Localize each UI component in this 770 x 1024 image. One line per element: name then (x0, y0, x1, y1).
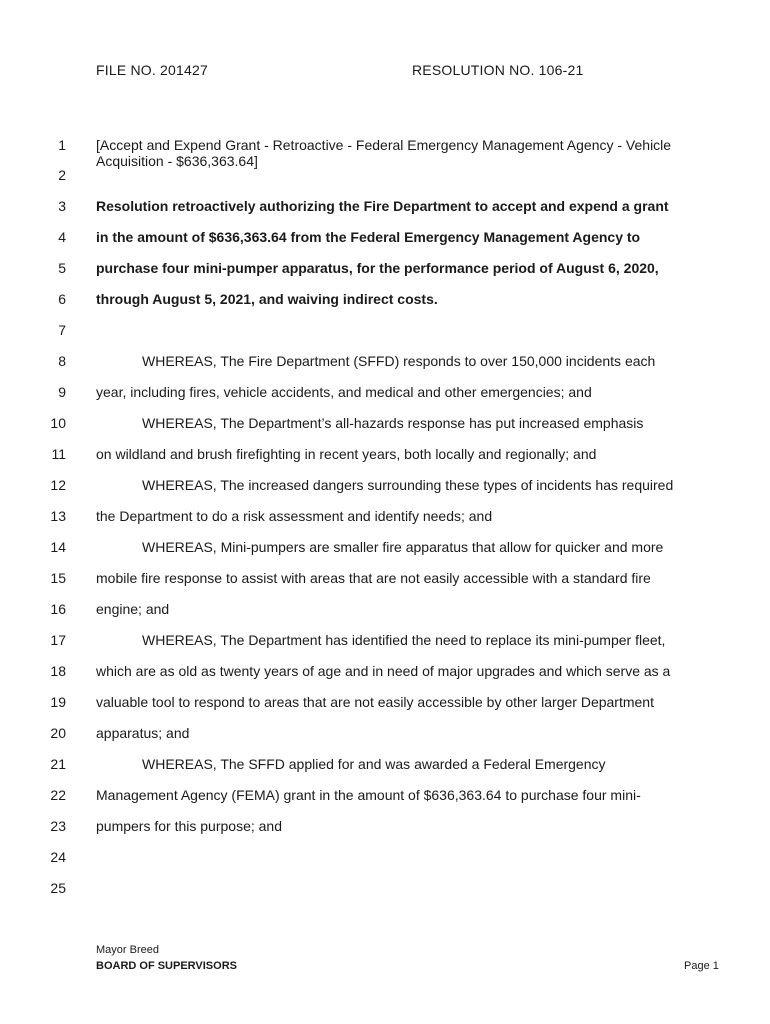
line-number: 11 (51, 446, 66, 462)
body-line: valuable tool to respond to areas that are not easily accessible by other larger Department (96, 694, 654, 710)
line-number: 22 (50, 787, 66, 803)
summary-line: through August 5, 2021, and waiving indirect costs. (96, 291, 438, 307)
line-number: 14 (50, 539, 66, 555)
line-number: 3 (58, 198, 66, 214)
body-line: WHEREAS, Mini-pumpers are smaller fire apparatus that allow for quicker and more (142, 539, 664, 555)
line-number: 23 (50, 818, 66, 834)
line-number: 2 (58, 167, 66, 183)
summary-line: Resolution retroactively authorizing the Fire Department to accept and expend a grant (96, 198, 669, 214)
line-number: 15 (50, 570, 66, 586)
line-number: 10 (50, 415, 66, 431)
body-line: WHEREAS, The increased dangers surrounding these types of incidents has required (142, 477, 674, 493)
footer-sponsor: Mayor Breed (96, 944, 159, 956)
line-number: 9 (58, 384, 66, 400)
file-number: FILE NO. 201427 (96, 62, 208, 78)
line-number: 4 (58, 229, 66, 245)
line-number: 6 (58, 291, 66, 307)
body-line: WHEREAS, The Fire Department (SFFD) responds to over 150,000 incidents each (142, 353, 656, 369)
line-number: 17 (50, 632, 66, 648)
line-number: 7 (58, 322, 66, 338)
resolution-title: [Accept and Expend Grant - Retroactive - Federal Emergency Management Agency - Vehicle Acquisition - $636,363.64] (96, 137, 672, 169)
summary-line: purchase four mini-pumper apparatus, for the performance period of August 6, 2020, (96, 260, 659, 276)
body-line: the Department to do a risk assessment and identify needs; and (96, 508, 493, 524)
line-number: 19 (50, 694, 66, 710)
resolution-number: RESOLUTION NO. 106-21 (412, 62, 584, 78)
body-line: engine; and (96, 601, 170, 617)
line-number: 5 (58, 260, 66, 276)
body-line: WHEREAS, The Department has identified the need to replace its mini-pumper fleet, (142, 632, 666, 648)
body-line: on wildland and brush firefighting in recent years, both locally and regionally; and (96, 446, 597, 462)
line-number: 13 (50, 508, 66, 524)
line-number: 18 (50, 663, 66, 679)
body-line: WHEREAS, The Department’s all-hazards response has put increased emphasis (142, 415, 644, 431)
body-line: pumpers for this purpose; and (96, 818, 282, 834)
body-line: apparatus; and (96, 725, 190, 741)
summary-line: in the amount of $636,363.64 from the Federal Emergency Management Agency to (96, 229, 641, 245)
body-line: which are as old as twenty years of age and in need of major upgrades and which serve as a (96, 663, 671, 679)
line-number: 12 (50, 477, 66, 493)
page-number: Page 1 (684, 960, 719, 972)
line-number: 16 (50, 601, 66, 617)
body-line: mobile fire response to assist with areas that are not easily accessible with a standard fire (96, 570, 651, 586)
body-line: Management Agency (FEMA) grant in the amount of $636,363.64 to purchase four mini- (96, 787, 641, 803)
body-line: WHEREAS, The SFFD applied for and was awarded a Federal Emergency (142, 756, 606, 772)
line-number: 20 (50, 725, 66, 741)
line-number: 24 (50, 849, 66, 865)
line-number: 1 (58, 137, 66, 153)
footer-board: BOARD OF SUPERVISORS (96, 960, 237, 972)
line-number: 8 (58, 353, 66, 369)
body-line: year, including fires, vehicle accidents, and medical and other emergencies; and (96, 384, 592, 400)
line-number: 25 (50, 880, 66, 896)
line-number: 21 (50, 756, 66, 772)
